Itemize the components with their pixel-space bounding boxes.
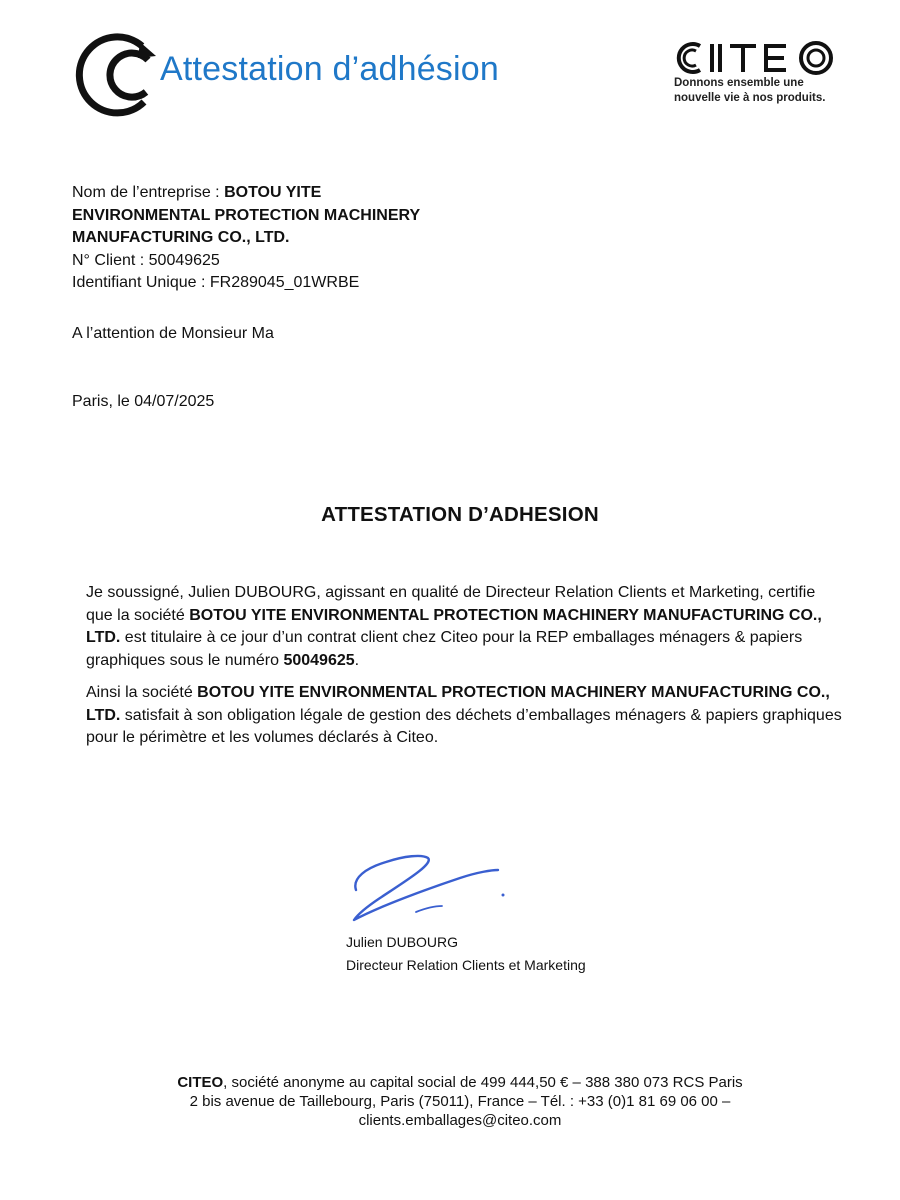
- paragraph-obligation: [86, 682, 846, 750]
- p2-company-name: BOTOU YITE ENVIRONMENTAL PROTECTION MACHINERY MANUFACTURING CO., LTD.: [86, 684, 830, 724]
- p1-text-middle: est titulaire à ce jour d’un contrat client chez Citeo pour la REP emballages ménagers & papiers graphiques sous le numéro: [86, 629, 803, 669]
- paragraph-certification: [86, 582, 846, 672]
- attention-line: A l’attention de Monsieur Ma: [72, 325, 274, 342]
- footer-address: 2 bis avenue de Taillebourg, Paris (75011), France – Tél. : +33 (0)1 81 69 06 00 –: [189, 1093, 731, 1110]
- p2-text-end: satisfait à son obligation légale de gestion des déchets d’emballages ménagers & papiers graphiques pour le périmètre et les volumes déclarés à Citeo.: [86, 706, 842, 746]
- citeo-cc-logo: [72, 30, 164, 120]
- company-name-line1: [72, 182, 532, 205]
- citeo-tagline-line2: nouvelle vie à nos produits.: [674, 92, 826, 104]
- unique-identifier: Identifiant Unique : FR289045_01WRBE: [72, 274, 360, 291]
- recipient-block: [72, 182, 532, 295]
- p1-text-end: .: [354, 651, 360, 669]
- company-label: Nom de l’entreprise :: [72, 184, 225, 201]
- p1-text-start: Je soussigné, Julien DUBOURG, agissant en qualité de Directeur Relation Clients et Marketing, certifie que la société: [86, 584, 816, 624]
- footer-email: clients.emballages@citeo.com: [358, 1112, 562, 1129]
- company-name-line2: ENVIRONMENTAL PROTECTION MACHINERY: [72, 206, 421, 224]
- date-line: Paris, le 04/07/2025: [72, 393, 215, 410]
- footer-line1: [0, 1073, 900, 1092]
- company-name-part1: BOTOU YITE: [224, 184, 322, 201]
- signer-role: Directeur Relation Clients et Marketing: [346, 957, 586, 973]
- signer-name: Julien DUBOURG: [346, 934, 459, 950]
- footer-legal: , société anonyme au capital social de 499 444,50 € – 388 380 073 RCS Paris: [223, 1074, 743, 1091]
- client-number: N° Client : 50049625: [72, 251, 220, 269]
- footer: [0, 1073, 900, 1130]
- p1-company-name: BOTOU YITE ENVIRONMENTAL PROTECTION MACHINERY MANUFACTURING CO., LTD.: [86, 606, 822, 646]
- citeo-wordmark-icon: [672, 40, 838, 76]
- handwritten-signature: [340, 848, 520, 928]
- p1-client-number: 50049625: [283, 651, 355, 669]
- p2-text-start: Ainsi la société: [86, 684, 198, 701]
- document-title: ATTESTATION D’ADHESION: [321, 503, 599, 526]
- company-name-line3: MANUFACTURING CO., LTD.: [72, 229, 290, 246]
- footer-company: CITEO: [177, 1074, 224, 1091]
- citeo-logo: [672, 40, 842, 106]
- citeo-tagline-line1: Donnons ensemble une: [674, 77, 804, 89]
- header-title: Attestation d’adhésion: [160, 50, 499, 88]
